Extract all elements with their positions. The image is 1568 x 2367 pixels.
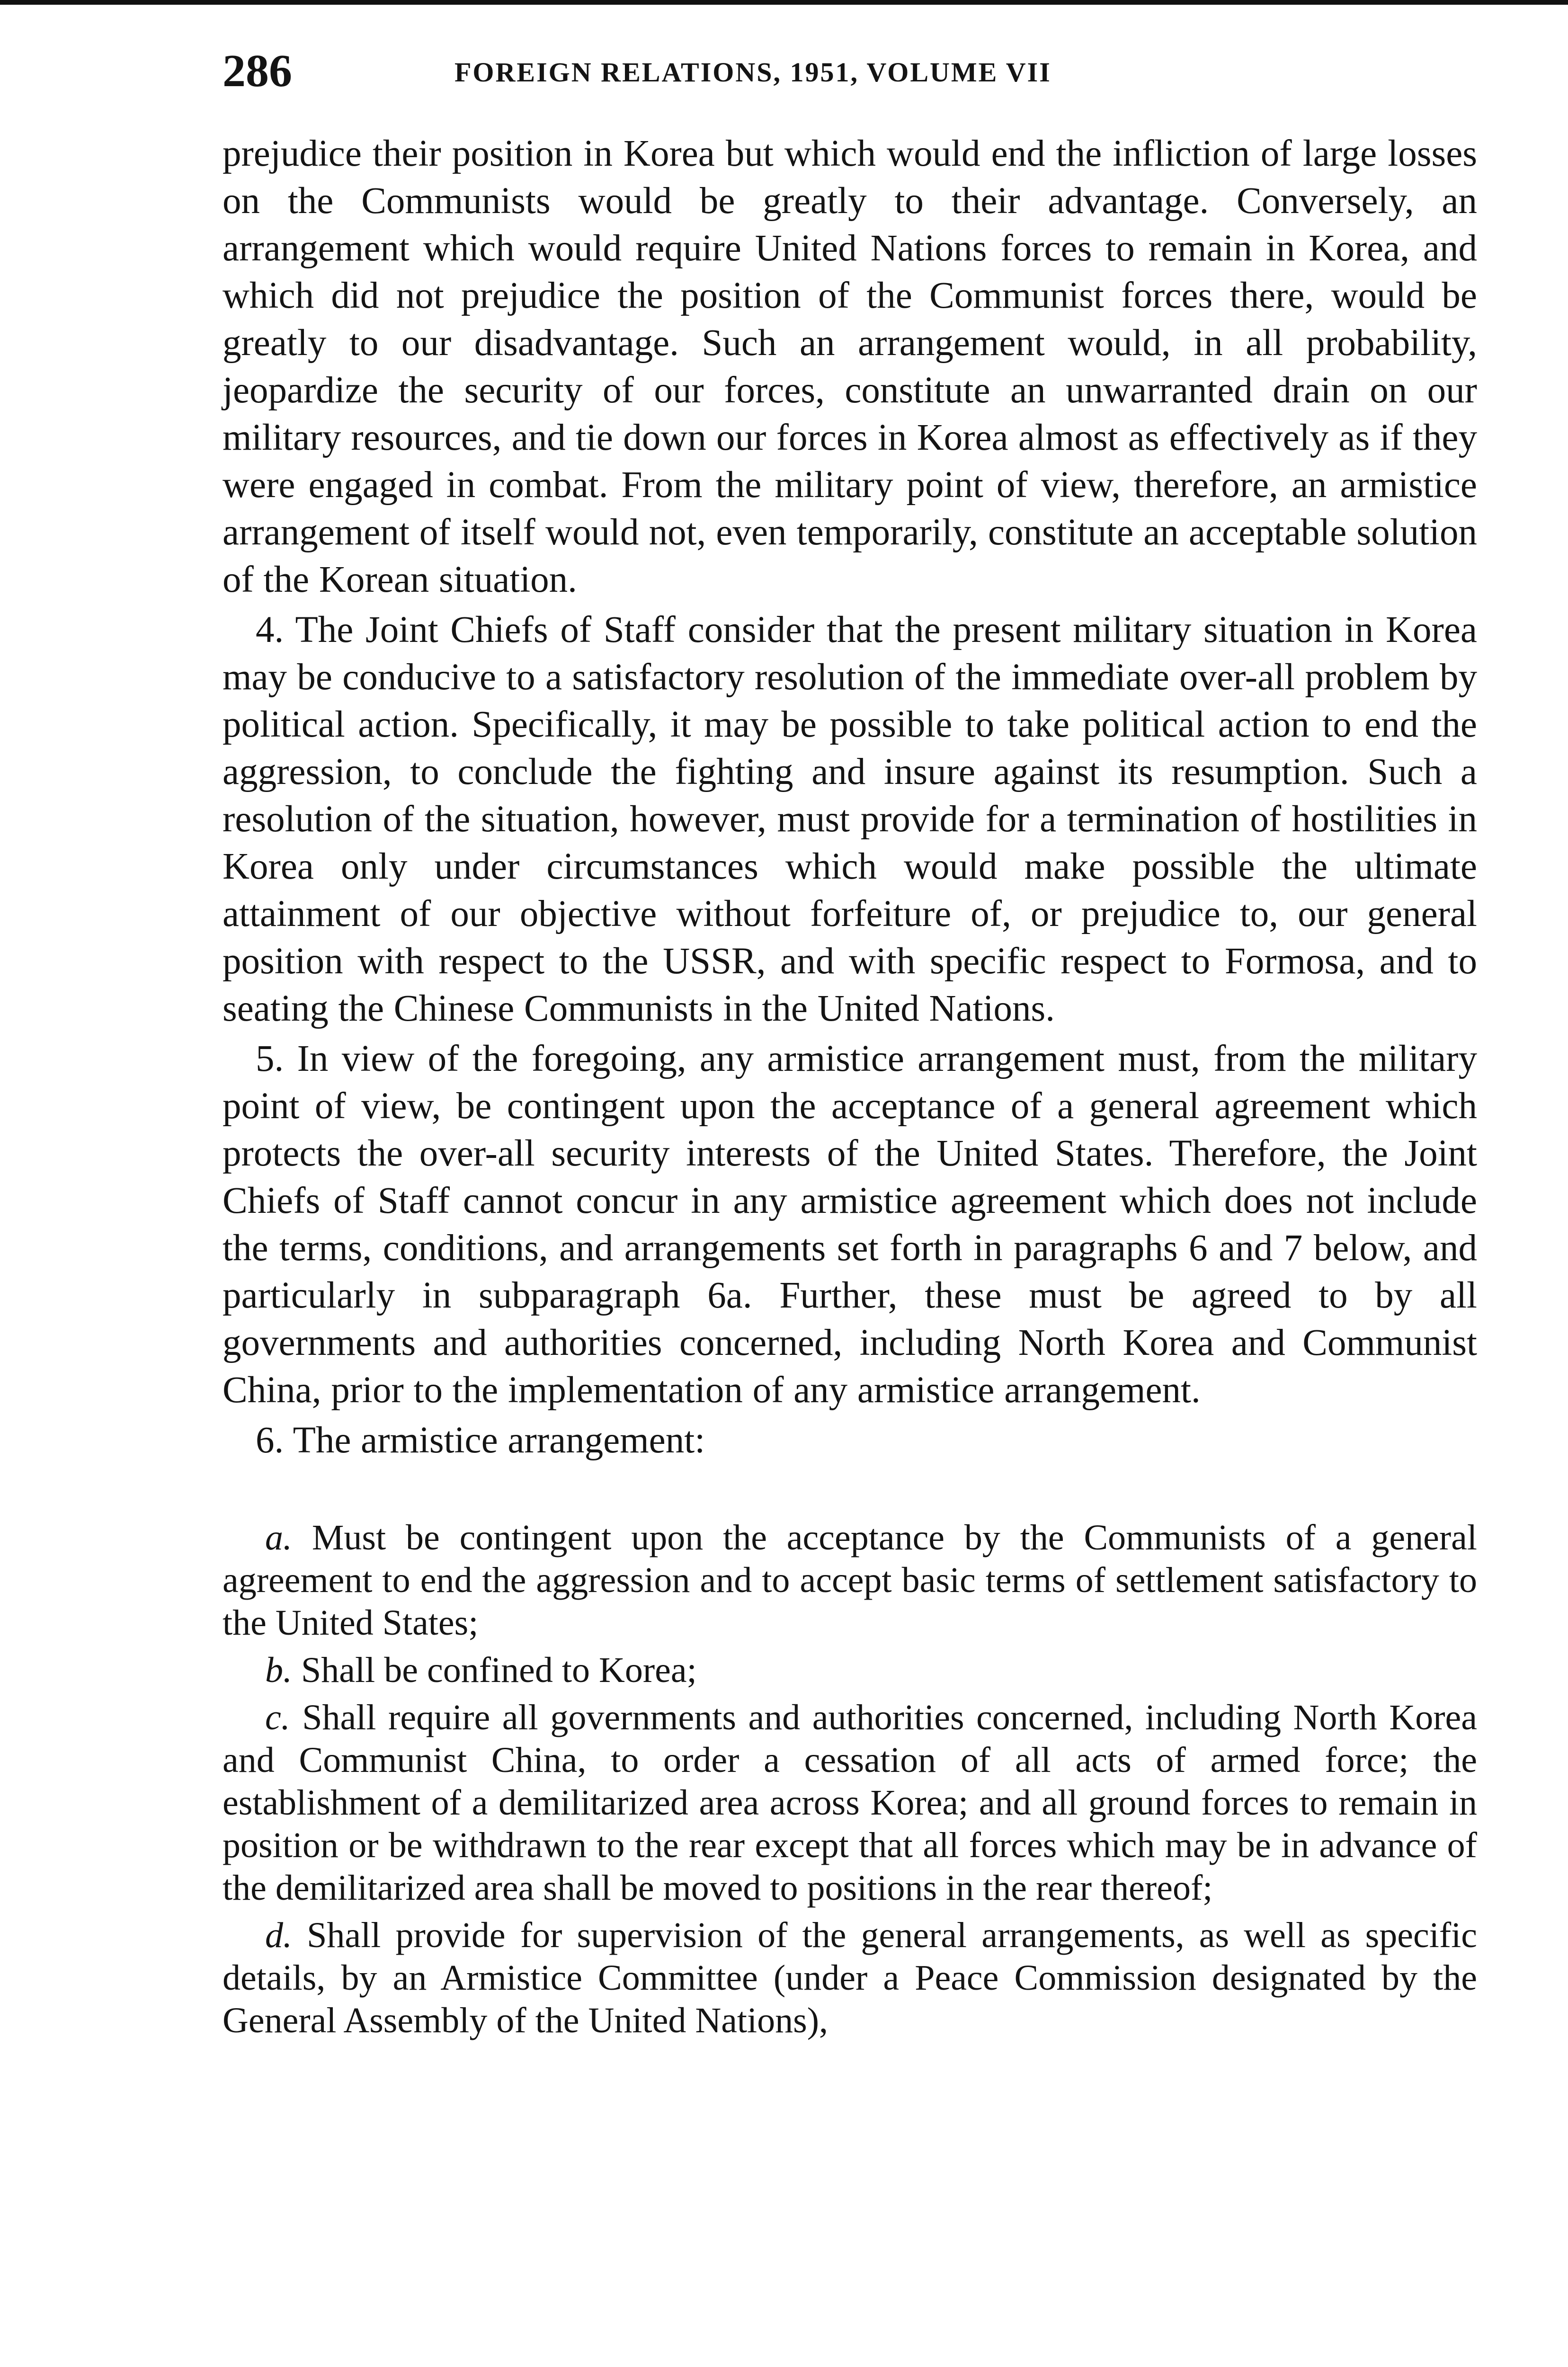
- subparagraph-letter: d.: [265, 1915, 292, 1955]
- subparagraph-letter: b.: [265, 1650, 292, 1690]
- subparagraph-b: [223, 1649, 1477, 1691]
- page-number: 286: [223, 45, 292, 97]
- paragraph-4: 4. The Joint Chiefs of Staff consider that the present military situation in Korea may be conducive to a satisfactory resolution of the immediate over-all problem by political action. Specifically, it may be possible to take political action to end the aggression, to conclude the fighting and insure against its resumption. Such a resolution of the situation, however, must provide for a termination of hostilities in Korea only under circumstances which would make possible the ultimate attainment of our objective without forfeiture of, or prejudice to, our general position with respect to the USSR, and with specific respect to Formosa, and to seating the Chinese Communists in the United Nations.: [223, 609, 1477, 1029]
- subparagraph-letter: a.: [265, 1518, 292, 1557]
- paragraph-continuation: prejudice their position in Korea but which would end the infliction of large losses on the Communists would be greatly to their advantage. Conversely, an arrangement which would require United Nations forces to remain in Korea, and which did not prejudice the position of the Communist forces there, would be greatly to our disadvantage. Such an arrangement would, in all probability, jeopardize the security of our forces, constitute an unwarranted drain on our military resources, and tie down our forces in Korea almost as effectively as if they were engaged in combat. From the military point of view, therefore, an armistice arrangement of itself would not, even temporarily, constitute an acceptable solution of the Korean situation.: [223, 133, 1477, 600]
- subparagraph-text: Shall require all governments and authorities concerned, including North Korea and Communist China, to order a cessation of all acts of armed force; the establishment of a demilitarized area across Korea; and all ground forces to remain in position or be withdrawn to the rear except that all forces which may be in advance of the demilitarized area shall be moved to positions in the rear thereof;: [223, 1698, 1477, 1908]
- subparagraph-letter: c.: [265, 1698, 290, 1737]
- paragraph-5: 5. In view of the foregoing, any armistice arrangement must, from the military point of view, be contingent upon the acceptance of a general agreement which protects the over-all security interests of the United States. Therefore, the Joint Chiefs of Staff cannot concur in any armistice agreement which does not include the terms, conditions, and arrangements set forth in paragraphs 6 and 7 below, and particularly in subparagraph 6a. Further, these must be agreed to by all governments and authorities concerned, including North Korea and Communist China, prior to the implementation of any armistice arrangement.: [223, 1038, 1477, 1411]
- subparagraph-text: Shall be confined to Korea;: [292, 1650, 697, 1690]
- subparagraph-c: [223, 1696, 1477, 1909]
- top-edge-rule: [0, 0, 1568, 5]
- subparagraph-a: [223, 1516, 1477, 1644]
- subparagraph-text: Must be contingent upon the acceptance by the Communists of a general agreement to end the aggression and to accept basic terms of settlement satisfactory to the United States;: [223, 1518, 1477, 1643]
- body-text: [223, 130, 1477, 2042]
- subparagraph-d: [223, 1914, 1477, 2042]
- page-header: [223, 43, 1477, 99]
- paragraph-6-heading: 6. The armistice arrangement:: [256, 1420, 705, 1461]
- subparagraph-list: [223, 1516, 1477, 2042]
- running-head: FOREIGN RELATIONS, 1951, VOLUME VII: [454, 57, 1051, 88]
- subparagraph-text: Shall provide for supervision of the general arrangements, as well as specific details, by an Armistice Committee (under a Peace Commission designated by the General Assembly of the United Nations),: [223, 1915, 1477, 2040]
